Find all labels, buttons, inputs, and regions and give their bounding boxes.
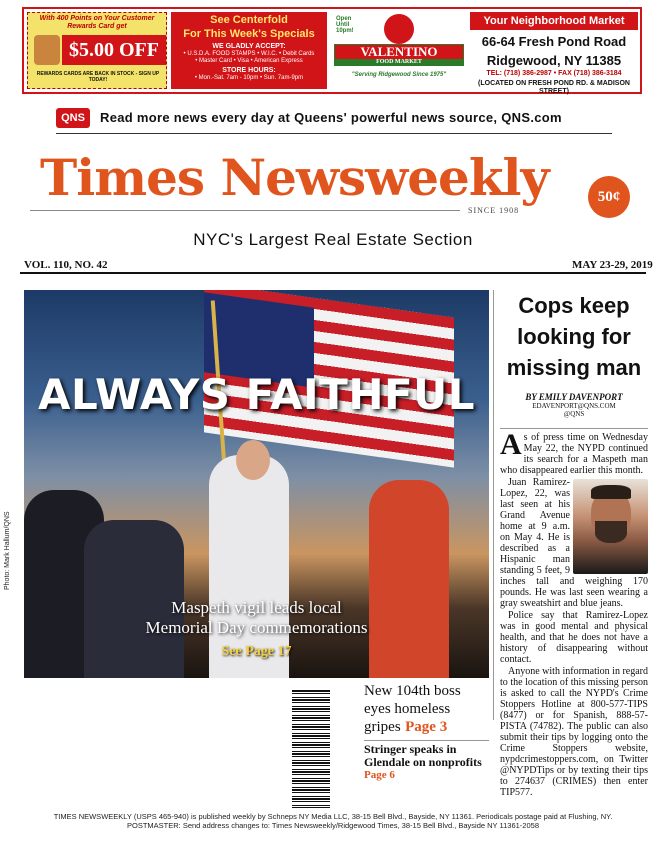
newspaper-title: Times Newsweekly — [40, 148, 549, 207]
centerfold-title-2: For This Week's Specials — [183, 28, 315, 40]
cover-caption — [24, 598, 489, 638]
barcode — [292, 690, 330, 808]
rewards-coupon — [27, 12, 167, 89]
since-year: SINCE 1908 — [468, 206, 520, 215]
qns-promo-text: Read more news every day at Queens' powerful news source, QNS.com — [100, 110, 562, 125]
story-paragraph: Anyone with information in regard to the location of this missing person is asked to call the NYPD's Crime Stoppers Hotline at 800-577-TIPS (8477) or for Spanish, 888-57-PISTA (74782). The public can also submit their tips by logging onto the Crime Stoppers website, nypdcrimestoppers.com, on Twitter @NYPDTips or by texting their tips to 274637 (CRIMES) then enter TIP577. — [500, 666, 648, 798]
byline-handle: @QNS — [563, 410, 585, 418]
store-subtitle: FOOD MARKET — [335, 59, 463, 66]
cover-see-page[interactable]: See Page 17 — [221, 644, 292, 659]
coupon-price: $5.00 OFF — [62, 35, 166, 65]
centerfold-title-1: See Centerfold — [210, 14, 288, 26]
teaser-headline: New 104th boss eyes homeless gripes — [364, 683, 461, 735]
price-badge: 50¢ — [588, 176, 630, 218]
teaser-page: Page 3 — [405, 719, 448, 735]
cover-headline: ALWAYS FAITHFUL — [37, 370, 476, 419]
beard — [595, 521, 627, 543]
issue-date: MAY 23-29, 2019 — [572, 259, 653, 271]
hours-heading: STORE HOURS: — [222, 67, 276, 74]
coupon-dog-image — [34, 35, 60, 65]
qns-promo-bar[interactable] — [56, 106, 612, 134]
volume-number: VOL. 110, NO. 42 — [24, 259, 108, 271]
accept-line-2: • Master Card • Visa • American Express — [195, 58, 303, 64]
story-body — [500, 428, 648, 799]
location-note: (LOCATED ON FRESH POND RD. & MADISON STREET) — [478, 80, 630, 95]
story-byline — [500, 392, 648, 418]
coupon-note: REWARDS CARDS ARE BACK IN STOCK - SIGN UP TODAY! — [36, 71, 160, 83]
store-name — [334, 44, 464, 66]
hair — [591, 485, 631, 499]
story-rule — [500, 428, 648, 429]
postal-notice-line-2: POSTMASTER: Send address changes to: Times Newsweekly/Ridgewood Times, 38-15 Bell Blvd., Bayside NY 11361-2058 — [126, 821, 539, 830]
address-line-1: 66-64 Fresh Pond Road — [481, 34, 627, 49]
centerfold-specials — [171, 12, 327, 89]
address-line-2: Ridgewood, NY 11385 — [486, 53, 622, 68]
story-headline[interactable]: Cops keep looking for missing man — [506, 293, 642, 380]
store-name-text: VALENTINO — [360, 44, 438, 59]
story-paragraph — [500, 428, 648, 476]
missing-man-photo — [573, 479, 648, 574]
flag-bearer-head — [236, 440, 270, 480]
grocery-ad-banner[interactable] — [22, 7, 642, 94]
teaser-page: Page 6 — [364, 769, 395, 781]
store-address — [470, 12, 638, 95]
masthead-rule — [30, 210, 460, 211]
postal-notice — [0, 812, 666, 830]
accept-heading: WE GLADLY ACCEPT: — [212, 43, 286, 50]
cover-caption-line-1: Maspeth vigil leads local — [171, 598, 342, 617]
postal-notice-line-1: TIMES NEWSWEEKLY (USPS 465-940) is published weekly by Schneps NY Media LLC, 38-15 Bell Blvd., Bayside, NY 11361. Periodicals postage paid at Flushing, NY. — [53, 812, 613, 821]
tagline: NYC's Largest Real Estate Section — [193, 230, 473, 249]
open-hours-badge: Open Until 10pm! — [336, 16, 354, 34]
cover-caption-line-2: Memorial Day commemorations — [145, 618, 368, 637]
hours-line: • Mon.-Sat. 7am - 10pm • Sun. 7am-9pm — [194, 75, 304, 81]
story-paragraph-text: s of press time on Wednesday May 22, the NYPD continued its search for a Maspeth man who disappeared earlier this month. — [500, 432, 648, 476]
story-paragraph: Police say that Ramirez-Lopez was in good mental and physical health, and that he does not have a history of disappearing without contact. — [500, 610, 648, 665]
teaser-stringer[interactable] — [364, 740, 489, 781]
folio-rule — [20, 272, 646, 274]
teaser-headline: Stringer speaks in Glendale on nonprofits — [364, 742, 482, 769]
teaser-104th-precinct[interactable] — [364, 682, 489, 736]
coupon-offer-text: With 400 Points on Your Customer Rewards Card get — [39, 15, 155, 30]
qns-logo: QNS — [56, 108, 90, 128]
apple-icon — [384, 14, 414, 44]
story-paragraph: Juan Ramirez-Lopez, 22, was last seen at his Grand Avenue home at 9 a.m. on May 4. He is described as a Hispanic man standing 5 feet, 9 inches tall and weighing 170 pounds. He was last seen wearing a gray sweatshirt and blue jeans. — [500, 477, 648, 609]
byline-author: BY EMILY DAVENPORT — [525, 392, 623, 402]
phone-fax: TEL: (718) 386-2987 • FAX (718) 386-3184 — [486, 70, 622, 77]
cover-photo[interactable] — [24, 290, 489, 678]
byline-email: EDAVENPORT@QNS.COM — [532, 402, 616, 410]
valentino-logo — [332, 12, 466, 89]
column-rule — [493, 290, 494, 720]
market-title: Your Neighborhood Market — [470, 12, 638, 30]
store-tagline: "Serving Ridgewood Since 1975" — [351, 72, 447, 78]
drop-cap: A — [500, 428, 522, 461]
photo-credit: Photo: Mark Hallum/QNS — [4, 511, 11, 590]
masthead — [30, 148, 590, 218]
accept-line-1: • U.S.D.A. FOOD STAMPS • W.I.C. • Debit Cards — [183, 51, 315, 57]
